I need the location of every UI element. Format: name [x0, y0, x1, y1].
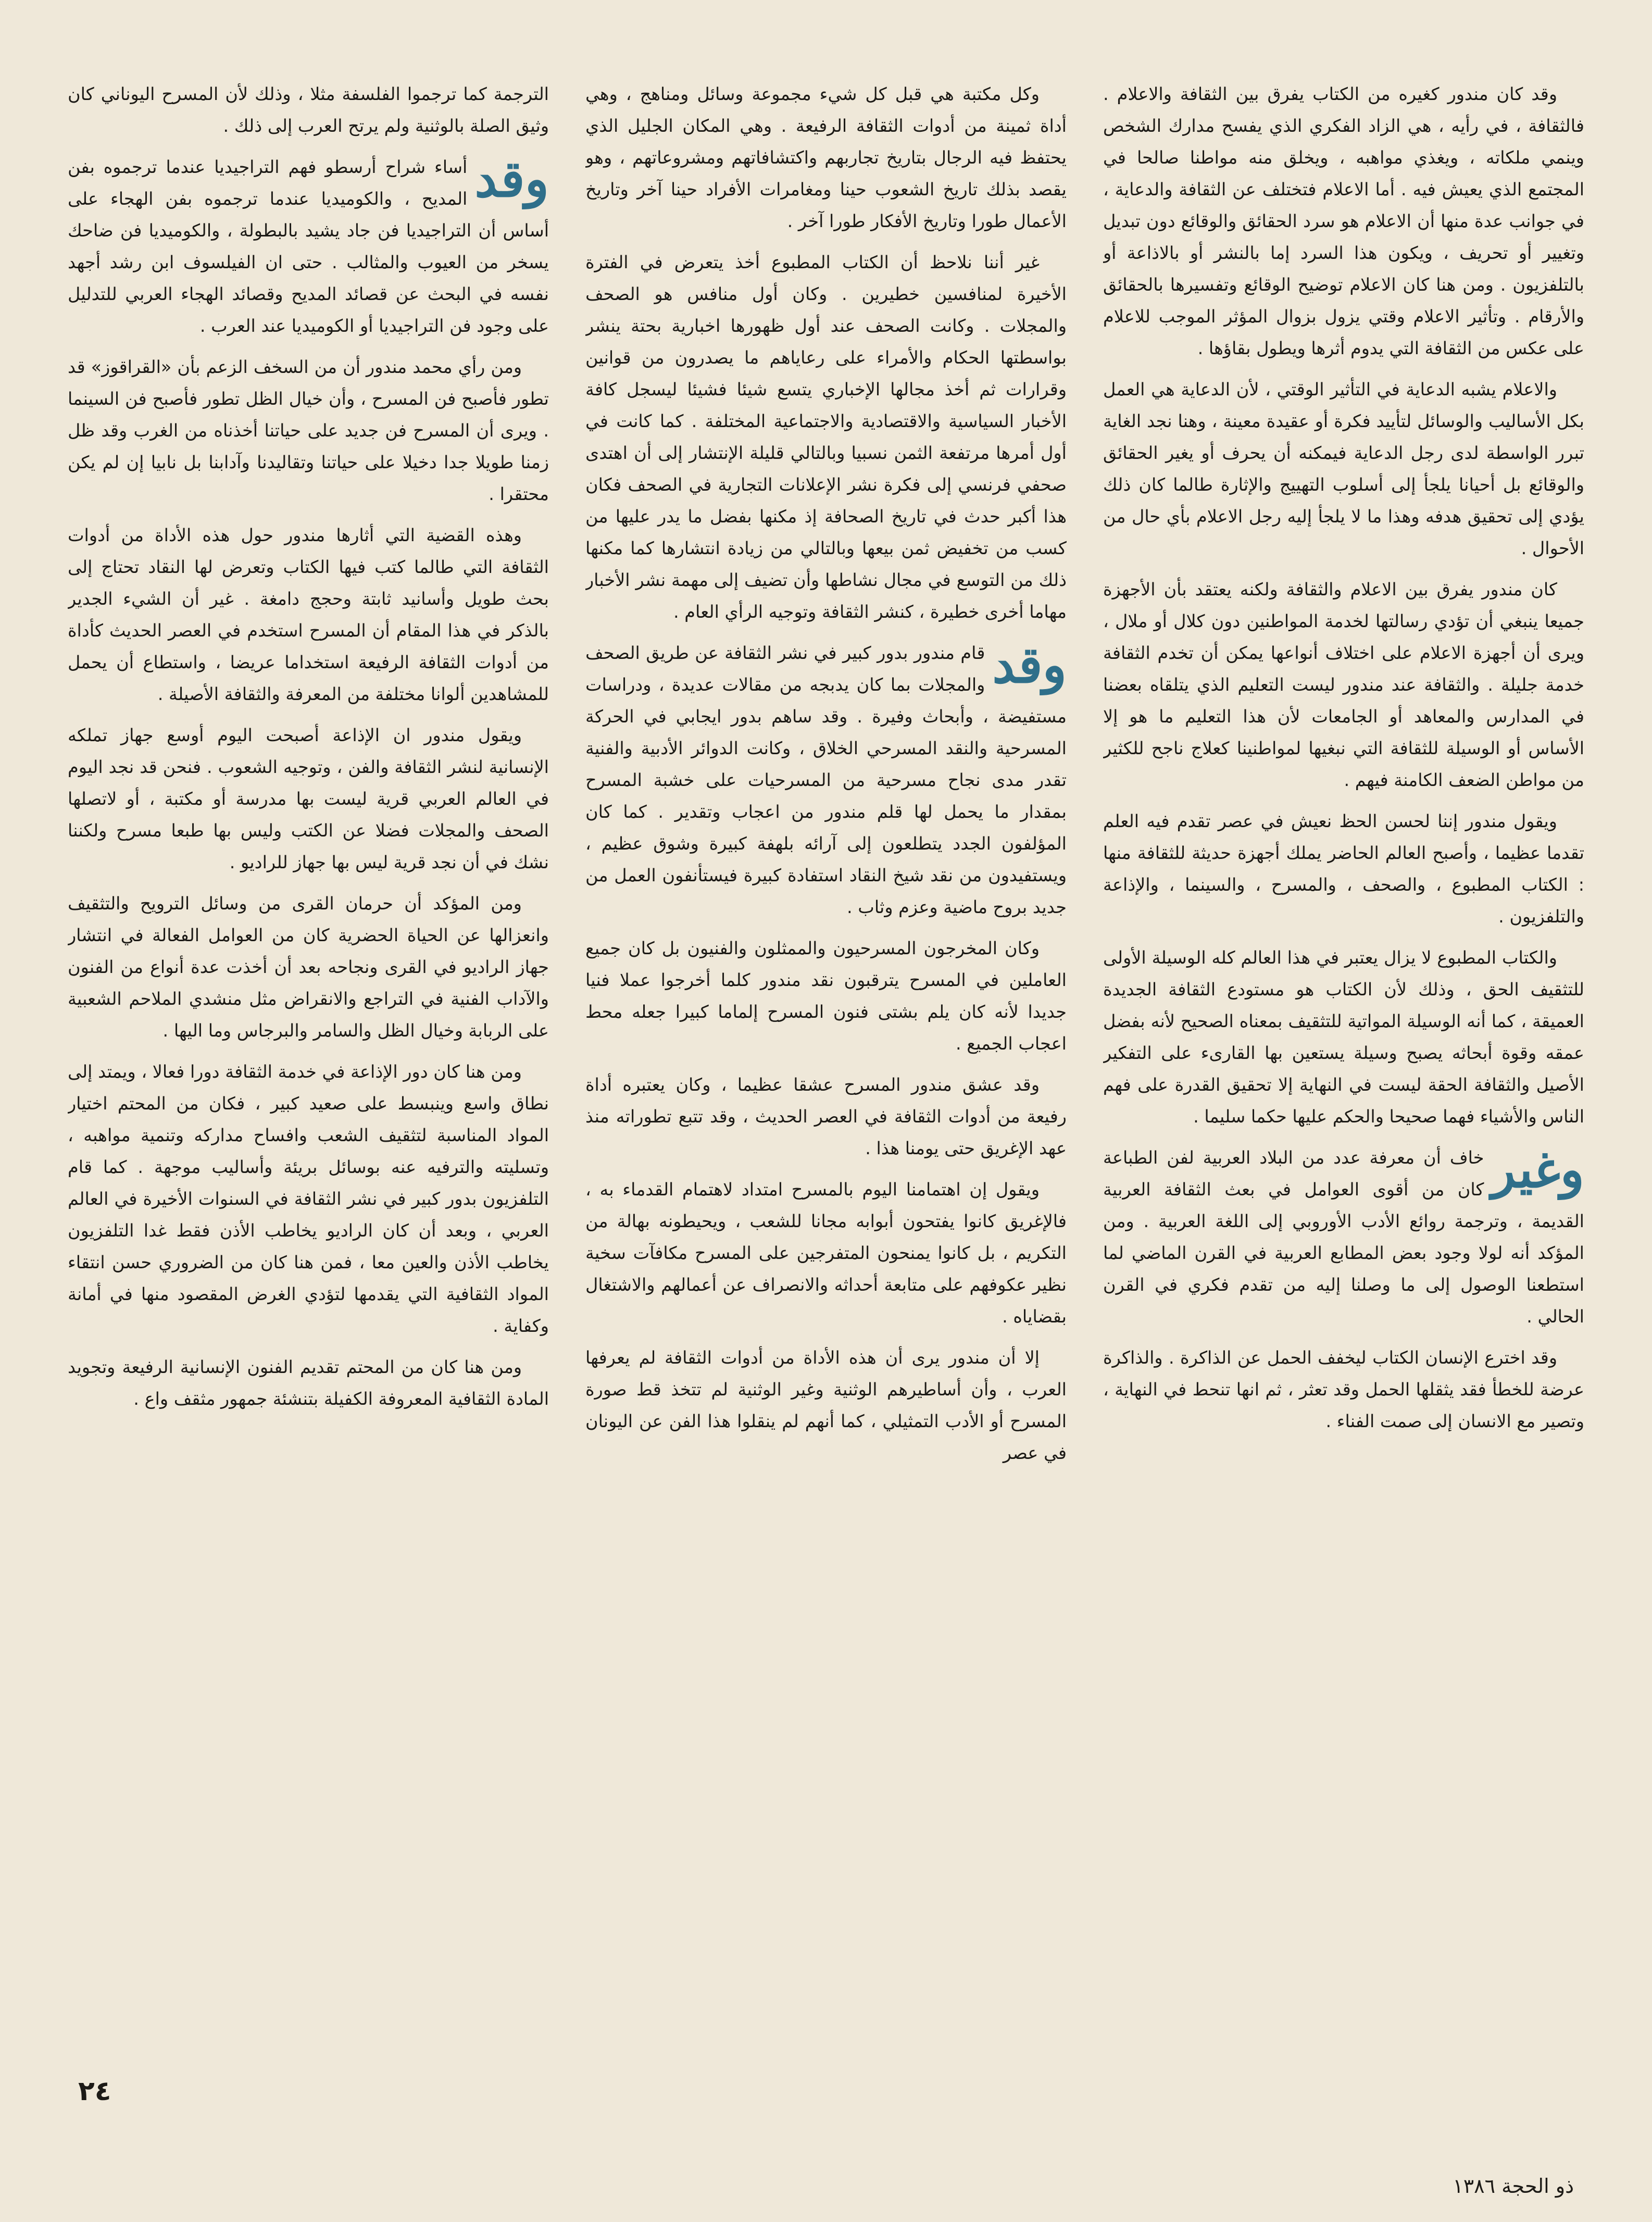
- dropcap-paragraph: [1103, 1142, 1584, 1332]
- dropcap-paragraph-text: قام مندور بدور كبير في نشر الثقافة عن طريق الصحف والمجلات بما كان يدبجه من مقالات عديدة ، ودراسات مستفيضة ، وأبحاث وفيرة . وقد ساهم بدور ايجابي في الحركة المسرحية والنقد المسرحي الخلاق ، وكانت الدوائر الأدبية والفنية تقدر مدى نجاح مسرحية من المسرحيات على خشبة المسرح بمقدار ما يحمل لها قلم مندور من اعجاب وتقدير . كما كان المؤلفون الجدد يتطلعون إلى آرائه بلهفة كبيرة وشوق عظيم ، ويستفيدون من نقد شيخ النقاد استفادة كبيرة فيستأنفون العمل من جديد بروح ماضية وعزم وثاب .: [585, 643, 1067, 917]
- footer-date: ذو الحجة ١٣٨٦: [1453, 2175, 1574, 2198]
- dropcap-paragraph-text: أساء شراح أرسطو فهم التراجيديا عندما ترجموه بفن المديح ، والكوميديا عندما ترجموه بفن الهجاء على أساس أن التراجيديا فن جاد يشيد بالبطولة ، والكوميديا فن ضاحك يسخر من العيوب والمثالب . حتى ان الفيلسوف ابن رشد أجهد نفسه في البحث عن قصائد المديح وقصائد الهجاء العربي للتدليل على وجود فن التراجيديا أو الكوميديا عند العرب .: [68, 157, 549, 336]
- paragraph: والكتاب المطبوع لا يزال يعتبر في هذا العالم كله الوسيلة الأولى للتثقيف الحق ، وذلك لأن الكتاب هو مستودع الثقافة الجديدة العميقة ، كما أنه الوسيلة المواتية للتثقيف بمعناه الصحيح لأنه بفضل عمقه وقوة أبحاثه يصبح وسيلة يستعين بها القارىء على التفكير الأصيل والثقافة الحقة ليست في النهاية إلا تحقيق القدرة على فهم الناس والأشياء فهما صحيحا والحكم عليها حكما سليما .: [1103, 947, 1584, 1127]
- paragraph: غير أننا نلاحظ أن الكتاب المطبوع أخذ يتعرض في الفترة الأخيرة لمنافسين خطيرين . وكان أول منافس هو الصحف والمجلات . وكانت الصحف عند أول ظهورها اخبارية بحتة ينشر بواسطتها الحكام والأمراء على رعاياهم ما يصدرون من قوانين وقرارات ثم أخذ مجالها الإخباري يتسع شيئا فشيئا ليسجل كافة الأخبار السياسية والاقتصادية والاجتماعية المختلفة . كما كانت في أول أمرها مرتفعة الثمن نسبيا وبالتالي قليلة الإنتشار إلى أن اهتدى صحفي فرنسي إلى فكرة نشر الإعلانات التجارية في الصحف فكان هذا أكبر حدث في تاريخ الصحافة إذ مكنها بفضل ما يدر عليها من كسب من تخفيض ثمن بيعها وبالتالي من زيادة انتشارها كما مكنها ذلك من التوسع في مجال نشاطها وأن تضيف إلى مهمة نشر الأخبار مهاما أخرى خطيرة ، كنشر الثقافة وتوجيه الرأي العام .: [585, 252, 1067, 622]
- column-left: [68, 78, 549, 2037]
- dropcap-paragraph: [68, 151, 549, 342]
- dropcap-word: وغير: [1491, 1140, 1584, 1199]
- column-middle: [585, 78, 1067, 2037]
- paragraph: وقد كان مندور كغيره من الكتاب يفرق بين الثقافة والاعلام . فالثقافة ، في رأيه ، هي الزاد الفكري الذي يفسح مدارك الشخص وينمي ملكاته ، ويغذي مواهبه ، ويخلق منه مواطنا صالحا في المجتمع الذي يعيش فيه . أما الاعلام فتختلف عن الثقافة والدعاية ، في جوانب عدة منها أن الاعلام هو سرد الحقائق والوقائع دون تبديل وتغيير أو تحريف ، ويكون هذا السرد إما بالنشر أو بالاذاعة أو بالتلفزيون . ومن هنا كان الاعلام توضيح الوقائع وتفسيرها بالحقائق والأرقام . وتأثير الاعلام وقتي يزول بزوال المؤثر الموجب للاعلام على عكس من الثقافة التي يدوم أثرها ويطول بقاؤها .: [1103, 84, 1584, 358]
- dropcap-paragraph-text: خاف أن معرفة عدد من البلاد العربية لفن الطباعة كان من أقوى العوامل في بعث الثقافة العربية القديمة ، وترجمة روائع الأدب الأوروبي إلى اللغة العربية . ومن المؤكد أنه لولا وجود بعض المطابع العربية في القرن الماضي لما استطعنا الوصول إلى ما وصلنا إليه من تقدم فكري في القرن الحالي .: [1103, 1147, 1584, 1327]
- paragraph: ويقول مندور ان الإذاعة أصبحت اليوم أوسع جهاز تملكه الإنسانية لنشر الثقافة والفن ، وتوجيه الشعوب . فنحن قد نجد اليوم في العالم العربي قرية ليست بها مدرسة أو مكتبة ، أو لاتصلها الصحف والمجلات فضلا عن الكتب وليس بها طبعا مسرح ولكننا نشك في أن نجد قرية ليس بها جهاز للراديو .: [68, 725, 549, 872]
- dropcap-word: وقد: [992, 635, 1067, 694]
- column-right: [1103, 78, 1584, 2037]
- page-number: ٢٤: [78, 2076, 111, 2107]
- paragraph: ومن رأي محمد مندور أن من السخف الزعم بأن «القراقوز» قد تطور فأصبح فن المسرح ، وأن خيال الظل تطور فأصبح فن السينما . ويرى أن المسرح فن جديد على حياتنا أخذناه من الغرب وقد ظل زمنا طويلا جدا دخيلا على حياتنا وتقاليدنا وآدابنا بل نابيا إن لم يكن محتقرا .: [68, 357, 549, 504]
- paragraph-continued: الترجمة كما ترجموا الفلسفة مثلا ، وذلك لأن المسرح اليوناني كان وثيق الصلة بالوثنية ولم يرتح العرب إلى ذلك .: [68, 84, 549, 136]
- paragraph: وقد اخترع الإنسان الكتاب ليخفف الحمل عن الذاكرة . والذاكرة عرضة للخطأ فقد يثقلها الحمل وقد تعثر ، ثم انها تنحط في النهاية ، وتصير مع الانسان إلى صمت الفناء .: [1103, 1347, 1584, 1431]
- paragraph: كان مندور يفرق بين الاعلام والثقافة ولكنه يعتقد بأن الأجهزة جميعا ينبغي أن تؤدي رسالتها لخدمة المواطنين دون كلال أو ملال ، ويرى أن أجهزة الاعلام على اختلاف أنواعها يمكن أن تخدم الثقافة خدمة جليلة . والثقافة عند مندور ليست التعليم الذي يتلقاه بعضنا في المدارس والمعاهد أو الجامعات لأن هذا التعليم ما هو إلا الأساس أو الوسيلة للثقافة التي نبغيها لمواطنينا كعلاج ناجح للكثير من مواطن الضعف الكامنة فيهم .: [1103, 579, 1584, 790]
- paragraph: وقد عشق مندور المسرح عشقا عظيما ، وكان يعتبره أداة رفيعة من أدوات الثقافة في العصر الحديث ، وقد تتبع تطوراته منذ عهد الإغريق حتى يومنا هذا .: [585, 1075, 1067, 1158]
- article-columns: [68, 78, 1584, 2037]
- paragraph: ويقول إن اهتمامنا اليوم بالمسرح امتداد لاهتمام القدماء به ، فالإغريق كانوا يفتحون أبوابه مجانا للشعب ، ويحيطونه بهالة من التكريم ، بل كانوا يمنحون المتفرجين على المسرح مكافآت سخية نظير عكوفهم على متابعة أحداثه والانصراف عن أعمالهم والاشتغال بقضاياه .: [585, 1179, 1067, 1327]
- paragraph: ويقول مندور إننا لحسن الحظ نعيش في عصر تقدم فيه العلم تقدما عظيما ، وأصبح العالم الحاضر يملك أجهزة حديثة للثقافة منها : الكتاب المطبوع ، والصحف ، والمسرح ، والسينما ، والإذاعة والتلفزيون .: [1103, 811, 1584, 927]
- paragraph: والاعلام يشبه الدعاية في التأثير الوقتي ، لأن الدعاية هي العمل بكل الأساليب والوسائل لتأييد فكرة أو عقيدة معينة ، وهنا نجد الغاية تبرر الواسطة لدى رجل الدعاية فيمكنه أن يحرف أو يغير الحقائق والوقائع بل أحيانا يلجأ إلى أسلوب التهييج والإثارة طالما كان ذلك يؤدي إلى تحقيق هدفه وهذا ما لا يلجأ إليه رجل الاعلام بأي حال من الأحوال .: [1103, 379, 1584, 558]
- paragraph: ومن هنا كان دور الإذاعة في خدمة الثقافة دورا فعالا ، ويمتد إلى نطاق واسع وينبسط على صعيد كبير ، فكان من المحتم اختيار المواد المناسبة لتثقيف الشعب وافساح مداركه وتنمية مواهبه ، وتسليته والترفيه عنه بوسائل بريئة وأساليب موجهة . كما قام التلفزيون بدور كبير في نشر الثقافة في السنوات الأخيرة في العالم العربي ، وبعد أن كان الراديو يخاطب الأذن فقط غدا التلفزيون يخاطب الأذن والعين معا ، فمن هنا كان من الضروري حسن انتقاء المواد الثقافية التي يقدمها لتؤدي الغرض المقصود منها في أمانة وكفاية .: [68, 1062, 549, 1336]
- paragraph: وكان المخرجون المسرحيون والممثلون والفنيون بل كان جميع العاملين في المسرح يترقبون نقد مندور كلما أخرجوا عملا فنيا جديدا لأنه كان يلم بشتى فنون المسرح إلماما كبيرا جعله محط اعجاب الجميع .: [585, 938, 1067, 1054]
- paragraph: ومن هنا كان من المحتم تقديم الفنون الإنسانية الرفيعة وتجويد المادة الثقافية المعروفة الكفيلة بتنشئة جمهور مثقف واع .: [68, 1357, 549, 1409]
- dropcap-word: وقد: [474, 149, 549, 208]
- paragraph: إلا أن مندور يرى أن هذه الأداة من أدوات الثقافة لم يعرفها العرب ، وأن أساطيرهم الوثنية وغير الوثنية لم تتخذ قط صورة المسرح أو الأدب التمثيلي ، كما أنهم لم ينقلوا هذا الفن عن اليونان في عصر: [585, 1347, 1067, 1463]
- paragraph: وكل مكتبة هي قبل كل شيء مجموعة وسائل ومناهج ، وهي أداة ثمينة من أدوات الثقافة الرفيعة . وهي المكان الجليل الذي يحتفظ فيه الرجال بتاريخ تجاربهم واكتشافاتهم ومشروعاتهم ، وهو يقصد بذلك تاريخ الشعوب حينا ومغامرات الأفراد حينا آخر وتاريخ الأعمال طورا وتاريخ الأفكار طورا آخر .: [585, 84, 1067, 231]
- dropcap-paragraph: [585, 637, 1067, 923]
- paragraph: وهذه القضية التي أثارها مندور حول هذه الأداة من أدوات الثقافة التي طالما كتب فيها الكتاب وتعرض لها النقاد تحتاج إلى بحث طويل وأسانيد ثابتة وحجج دامغة . غير أن الشيء الجدير بالذكر في هذا المقام أن المسرح استخدم في العصر الحديث كأداة من أدوات الثقافة الرفيعة استخداما عريضا ، واستطاع أن يحمل للمشاهدين ألوانا مختلفة من المعرفة والثقافة الأصيلة .: [68, 525, 549, 704]
- paragraph: ومن المؤكد أن حرمان القرى من وسائل الترويح والتثقيف وانعزالها عن الحياة الحضرية كان من العوامل الفعالة في انتشار جهاز الراديو في القرى ونجاحه بعد أن أخذت عدة أنواع من الفنون والآداب الفنية في التراجع والانقراض مثل منشدي الملاحم الشعبية على الربابة وخيال الظل والسامر والبرجاس وما اليها .: [68, 893, 549, 1041]
